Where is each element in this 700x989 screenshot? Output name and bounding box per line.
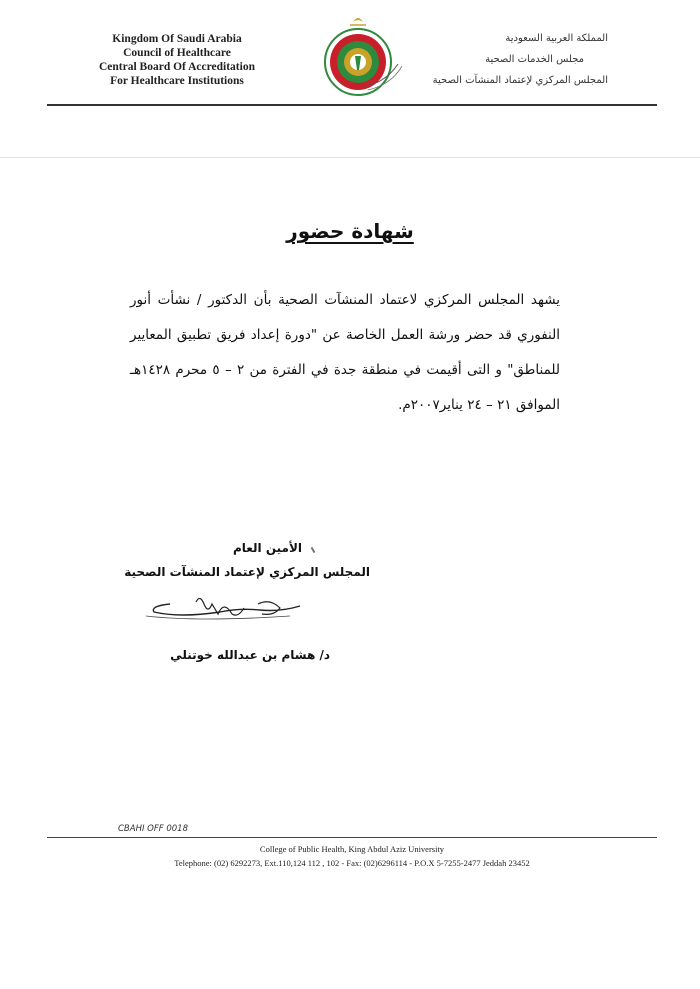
header-english-line: Central Board Of Accreditation	[99, 61, 255, 73]
scan-shadow-line	[0, 157, 700, 158]
footer-contact: Telephone: (02) 6292273, Ext.110,124 112 , 102 - Fax: (02)6296114 - P.O.X 5-7255-2477 Jeddah 23452	[174, 858, 530, 868]
certificate-body: يشهد المجلس المركزي لاعتماد المنشآت الصحية بأن الدكتور / نشأت أنور النفوري قد حضر ورشة العمل الخاصة عن "دورة إعداد فريق تطبيق المعايير للمناطق" و التى أقيمت في منطقة جدة في الفترة من ٢ – ٥ محرم ١٤٢٨هـ الموافق ٢١ – ٢٤ يناير٢٠٠٧م.	[130, 292, 560, 413]
certificate-title-text: شهادة حضور	[286, 219, 414, 243]
footer-address: College of Public Health, King Abdul Aziz University	[259, 844, 445, 854]
document-code: CBAHI OFF 0018	[118, 824, 188, 834]
header-arabic-block	[388, 28, 608, 91]
footer-divider	[47, 837, 657, 838]
header-english-line: For Healthcare Institutions	[110, 75, 244, 87]
certificate-title	[0, 219, 700, 243]
footer-block	[47, 842, 657, 870]
header-arabic-line: مجلس الخدمات الصحية	[485, 54, 584, 65]
header-english-line: Kingdom Of Saudi Arabia	[112, 33, 242, 45]
header-english-line: Council of Healthcare	[123, 47, 231, 59]
signatory-position: الأمين العام	[232, 541, 302, 555]
handwritten-signature	[140, 590, 310, 630]
signatory-organization: المجلس المركزي لإعتماد المنشآت الصحية	[124, 565, 370, 579]
header-arabic-line: المملكة العربية السعودية	[505, 33, 608, 44]
header-arabic-line: المجلس المركزي لإعتماد المنشآت الصحية	[432, 75, 608, 86]
signatory-block	[120, 536, 370, 584]
header-divider	[47, 104, 657, 106]
signatory-name: د/ هشام بن عبدالله خوتنلي	[170, 648, 330, 662]
header-english-block	[82, 32, 272, 88]
